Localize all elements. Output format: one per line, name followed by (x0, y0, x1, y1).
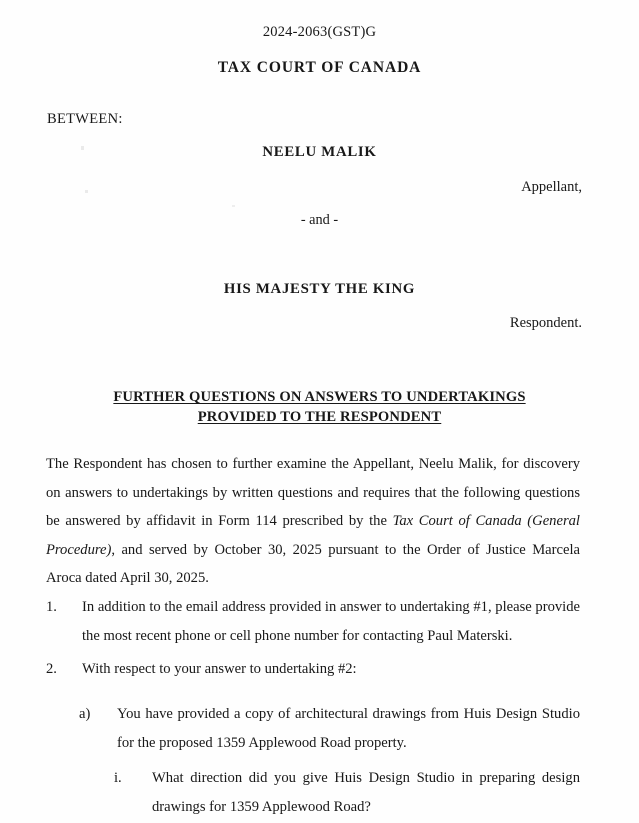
respondent-role-label: Respondent. (509, 315, 582, 331)
document-title-line-2: PROVIDED TO THE RESPONDENT (197, 409, 442, 425)
intro-text-part-2: , and served by October 30, 2025 pursuant to the Order of Justice Marcela Aroca dated April 30, 2025. (46, 541, 580, 586)
question-item-1 (46, 593, 580, 650)
between-label: BETWEEN: (47, 111, 123, 127)
appellant-name: NEELU MALIK (262, 144, 377, 160)
question-marker: 2. (46, 661, 57, 677)
question-marker: 1. (46, 599, 57, 615)
document-title (60, 387, 579, 427)
question-text: With respect to your answer to undertaking #2: (82, 661, 357, 677)
statute-citation: Tax Court of Canada (General Procedure) (46, 513, 580, 558)
case-number: 2024-2063(GST)G (262, 24, 377, 40)
and-separator: - and - (300, 212, 339, 228)
question-item-2a-i (114, 764, 580, 821)
question-marker: a) (79, 706, 91, 722)
intro-text-part-1: The Respondent has chosen to further examine the Appellant, Neelu Malik, for discovery on answers to undertakings by written questions and requires that the following questions be answered by affidavit in Form 114 prescribed by the (46, 456, 580, 529)
appellant-role-label: Appellant, (521, 179, 582, 195)
question-text: You have provided a copy of architectural drawings from Huis Design Studio for the proposed 1359 Applewood Road property. (117, 706, 580, 751)
scan-artifact-speckle (232, 205, 235, 207)
question-item-2a (79, 700, 580, 757)
respondent-name: HIS MAJESTY THE KING (223, 281, 416, 297)
question-text: What direction did you give Huis Design Studio in preparing design drawings for 1359 Applewood Road? (152, 770, 580, 815)
question-marker: i. (114, 770, 122, 786)
introductory-paragraph (46, 450, 580, 593)
question-item-2 (46, 655, 580, 684)
court-name: TAX COURT OF CANADA (217, 59, 422, 76)
scan-artifact-speckle (85, 190, 88, 193)
document-title-line-1: FURTHER QUESTIONS ON ANSWERS TO UNDERTAKINGS (113, 389, 526, 405)
question-text: In addition to the email address provided in answer to undertaking #1, please provide the most recent phone or cell phone number for contacting Paul Materski. (82, 599, 580, 644)
